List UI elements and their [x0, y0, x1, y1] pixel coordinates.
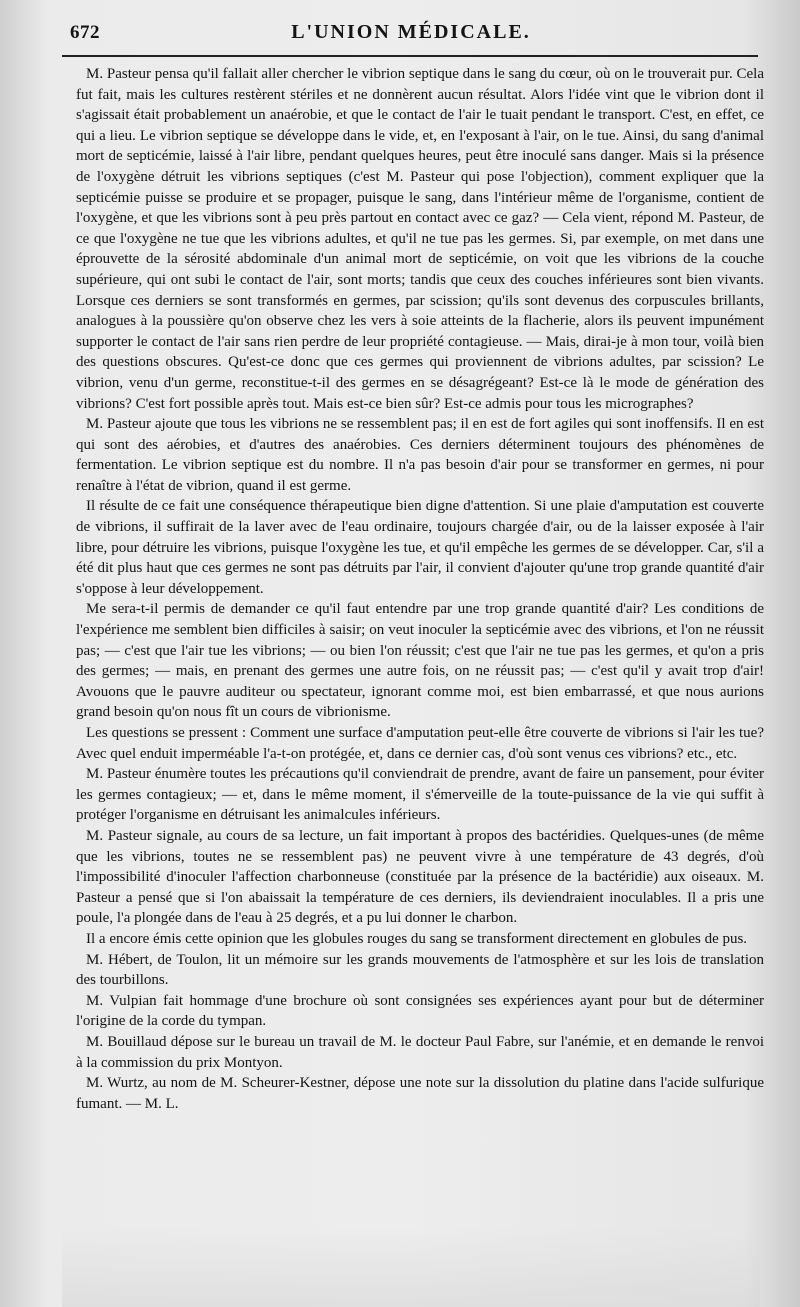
paragraph: M. Pasteur pensa qu'il fallait aller chercher le vibrion septique dans le sang du cœur, où on le trouverait pur. Cela fut fait, mais les cultures restèrent stériles et ne donnèrent aucun résultat. Alors l'idée vint que le vibrion dont il s'agissait était probablement un anaérobie, et que le contact de l'air le tuait pendant le transport. C'est, en effet, ce qui a lieu. Le vibrion septique se développe dans le vide, et, en l'exposant à l'air, on le tue. Ainsi, du sang d'animal mort de septicémie, laissé à l'air libre, pendant quelques heures, peut être inoculé sans danger. Mais si la présence de l'oxygène détruit les vibrions septiques (c'est M. Pasteur qui pose l'objection), comment expliquer que la septicémie puisse se produire et se propager, puisque le sang, dans l'intérieur même de l'organisme, contient de l'oxygène, et que les vibrions sont à peu près partout en contact avec ce gaz? — Cela vient, répond M. Pasteur, de ce que l'oxygène ne tue que les vibrions adultes, et qu'il ne tue pas les germes. Si, par exemple, on met dans une éprouvette de la sérosité abdominale d'un animal mort de septicémie, on voit que les vibrions de la couche supérieure, qui ont subi le contact de l'air, sont morts; tandis que ceux des couches inférieures sont bien vivants. Lorsque ces derniers se sont transformés en germes, par scission; qu'ils sont devenus des corpuscules brillants, analogues à la poussière qu'on observe chez les vers à soie atteints de la flacherie, alors ils peuvent impunément supporter le contact de l'air sans rien perdre de leur propriété contagieuse. — Mais, dirai-je à mon tour, voilà bien des questions obscures. Qu'est-ce donc que ces germes qui proviennent de vibrions adultes, par scission? Le vibrion, venu d'un germe, reconstitue-t-il des germes en se désagrégeant? Est-ce là le mode de génération des vibrions? C'est fort possible après tout. Mais est-ce bien sûr? Est-ce admis pour tous les micrographes?	[76, 66, 764, 412]
page-bottom-shadow	[62, 1227, 760, 1307]
paragraph: M. Bouillaud dépose sur le bureau un travail de M. le docteur Paul Fabre, sur l'anémie, et en demande le renvoi à la commission du prix Montyon.	[76, 1033, 764, 1071]
paragraph: Les questions se pressent : Comment une surface d'amputation peut-elle être couverte de vibrions si l'air les tue? Avec quel enduit imperméable l'a-t-on protégée, et, dans ce dernier cas, d'où sont venus ces vibrions? etc., etc.	[76, 725, 764, 762]
journal-title: L'UNION MÉDICALE.	[291, 21, 531, 43]
page-header	[62, 18, 760, 48]
header-rule	[62, 55, 758, 57]
paragraph: M. Pasteur ajoute que tous les vibrions ne se ressemblent pas; il en est de fort agiles qui sont inoffensifs. Il en est qui sont des aérobies, et d'autres des anaérobies. Ces derniers déterminent toujours des phénomènes de fermentation. Le vibrion septique est du nombre. Il n'a pas besoin d'air pour se transformer en germes, ni pour renaître à l'état de vibrion, quand il est germe.	[76, 416, 764, 494]
paragraph: Il résulte de ce fait une conséquence thérapeutique bien digne d'attention. Si une plaie d'amputation est couverte de vibrions, il suffirait de la laver avec de l'eau ordinaire, toujours chargée d'air, ou de la laisser exposée à l'air libre, pour détruire les vibrions, puisque l'oxygène les tue, et qu'il empêche les germes de se développer. Car, s'il a été dit plus haut que ces germes ne sont pas détruits par l'air, il convient d'ajouter qu'une trop grande quantité d'air s'oppose à leur développement.	[76, 498, 764, 597]
page-number: 672	[70, 22, 100, 43]
body-text	[76, 64, 764, 1114]
paragraph: M. Vulpian fait hommage d'une brochure où sont consignées ses expériences ayant pour but de déterminer l'origine de la corde du tympan.	[76, 992, 764, 1030]
paragraph: M. Pasteur signale, au cours de sa lecture, un fait important à propos des bactéridies. Quelques-unes (de même que les vibrions, toutes ne se ressemblent pas) ne peuvent vivre à une température de 43 degrés, d'où l'impossibilité d'inoculer l'affection charbonneuse (constituée par la présence de la bactéridie) aux oiseaux. M. Pasteur a pensé que si l'on abaissait la température de ces derniers, ils deviendraient inoculables. Il a pris une poule, l'a plongée dans de l'eau à 25 degrés, et a pu lui donner le charbon.	[76, 827, 764, 927]
paragraph: Il a encore émis cette opinion que les globules rouges du sang se transforment directement en globules de pus.	[86, 930, 748, 947]
paragraph: M. Hébert, de Toulon, lit un mémoire sur les grands mouvements de l'atmosphère et sur les lois de translation des tourbillons.	[76, 951, 764, 989]
paragraph: M. Wurtz, au nom de M. Scheurer-Kestner, dépose une note sur la dissolution du platine dans l'acide sulfurique fumant. — M. L.	[76, 1075, 764, 1112]
paragraph: Me sera-t-il permis de demander ce qu'il faut entendre par une trop grande quantité d'air? Les conditions de l'expérience me semblent bien difficiles à saisir; on veut inoculer la septicémie avec des vibrions, et l'on ne réussit pas; — c'est que l'air tue les vibrions; — ou bien l'on réussit; c'est que l'air ne tue pas les germes, et qu'on a pris des germes; — mais, en prenant des germes une autre fois, on ne réussit pas; — c'est qu'il y avait trop d'air! Avouons que le pauvre auditeur ou spectateur, ignorant comme moi, est bien embarrassé, et que nous aurions grand besoin qu'on nous fît un cours de vibrionisme.	[76, 601, 764, 721]
paragraph: M. Pasteur énumère toutes les précautions qu'il conviendrait de prendre, avant de faire un pansement, pour éviter les germes contagieux; — et, dans le même moment, il s'émerveille de la toute-puissance de la vie qui suffit à protéger l'organisme en détruisant les animalcules inférieurs.	[76, 766, 764, 824]
